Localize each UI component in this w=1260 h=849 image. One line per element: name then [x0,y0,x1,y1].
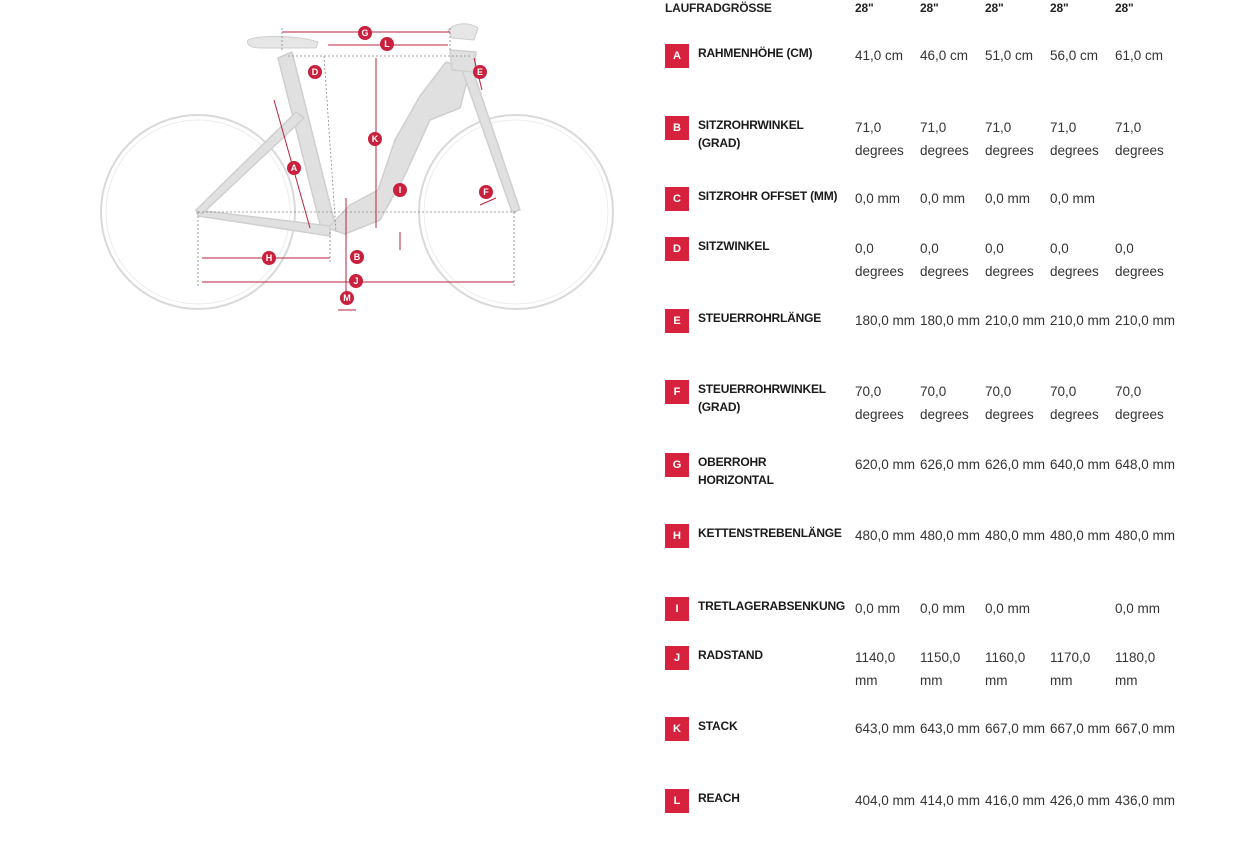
marker-e [473,65,487,79]
table-row [665,116,1260,176]
bike-frame [196,50,520,236]
row-value-size-5: 648,0 mm [1115,457,1176,472]
table-row [665,717,1260,777]
row-value-size-4: 0,0 mm [1050,191,1096,206]
table-row [665,237,1260,297]
row-value-size-1: 480,0 mm [855,528,916,543]
table-row [665,44,1260,104]
header-size-2: 28" [920,1,939,15]
row-key-badge: H [665,524,689,548]
table-row [665,380,1260,440]
svg-text:K: K [371,134,379,144]
row-value-size-2: 46,0 cm [920,48,969,63]
svg-text:F: F [483,187,489,197]
row-value-size-2: 414,0 mm [920,793,981,808]
row-key-badge: C [665,187,689,211]
row-value-size-4: 640,0 mm [1050,457,1111,472]
svg-text:I: I [398,185,402,195]
row-value-size-4: 71,0 degrees [1050,120,1099,158]
table-row [665,524,1260,584]
row-value-size-1: 41,0 cm [855,48,904,63]
row-label: SITZWINKEL [698,239,770,253]
row-value-size-4: 210,0 mm [1050,313,1111,328]
row-value-size-1: 643,0 mm [855,721,916,736]
row-value-size-4: 70,0 degrees [1050,384,1099,422]
row-value-size-2: 70,0 degrees [920,384,969,422]
row-value-size-5: 210,0 mm [1115,313,1176,328]
row-value-size-1: 70,0 degrees [855,384,904,422]
row-value-size-1: 0,0 mm [855,601,901,616]
row-key-badge: K [665,717,689,741]
row-value-size-2: 643,0 mm [920,721,981,736]
geometry-table [665,0,1260,840]
header-wheel-size-label: LAUFRADGRÖSSE [665,1,772,15]
header-size-5: 28" [1115,1,1134,15]
marker-g [358,26,372,40]
row-value-size-3: 1160,0 mm [985,650,1026,688]
marker-l [380,37,394,51]
marker-a [287,161,301,175]
row-value-size-3: 416,0 mm [985,793,1046,808]
row-value-size-2: 0,0 mm [920,601,966,616]
row-label: STEUERROHRLÄNGE [698,311,822,325]
row-value-size-3: 0,0 mm [985,191,1031,206]
row-key-badge: L [665,789,689,813]
header-size-3: 28" [985,1,1004,15]
row-value-size-2: 71,0 degrees [920,120,969,158]
row-value-size-5: 1180,0 mm [1115,650,1156,688]
marker-i [393,183,407,197]
marker-k [368,132,382,146]
row-value-size-3: 70,0 degrees [985,384,1034,422]
row-label: REACH [698,791,740,805]
row-value-size-2: 0,0 degrees [920,241,969,279]
row-value-size-1: 180,0 mm [855,313,916,328]
row-value-size-1: 71,0 degrees [855,120,904,158]
header-size-1: 28" [855,1,874,15]
saddle [248,36,319,48]
handlebar [448,24,478,40]
row-value-size-2: 1150,0 mm [920,650,961,688]
header-size-4: 28" [1050,1,1069,15]
marker-b [350,250,364,264]
row-value-size-3: 210,0 mm [985,313,1046,328]
row-key-badge: J [665,646,689,670]
row-value-size-1: 1140,0 mm [855,650,896,688]
row-value-size-3: 626,0 mm [985,457,1046,472]
svg-text:L: L [384,39,390,49]
row-label: RAHMENHÖHE (CM) [698,46,813,60]
svg-text:M: M [343,293,351,303]
svg-text:A: A [290,163,298,173]
row-key-badge: E [665,309,689,333]
row-value-size-4: 480,0 mm [1050,528,1111,543]
row-label: SITZROHR OFFSET (MM) [698,189,838,203]
row-value-size-5: 0,0 degrees [1115,241,1164,279]
row-label: TRETLAGERABSENKUNG [698,599,846,613]
table-row [665,646,1260,706]
row-value-size-4: 667,0 mm [1050,721,1111,736]
row-value-size-1: 620,0 mm [855,457,916,472]
row-value-size-2: 0,0 mm [920,191,966,206]
svg-text:H: H [265,253,273,263]
row-value-size-1: 0,0 degrees [855,241,904,279]
row-value-size-2: 480,0 mm [920,528,981,543]
row-value-size-3: 667,0 mm [985,721,1046,736]
row-key-badge: F [665,380,689,404]
svg-text:B: B [353,252,361,262]
row-value-size-5: 61,0 cm [1115,48,1164,63]
row-value-size-4: 1170,0 mm [1050,650,1091,688]
row-label: STEUERROHRWINKEL (GRAD) [698,382,826,414]
svg-text:J: J [353,276,359,286]
marker-m [340,291,354,305]
row-key-badge: D [665,237,689,261]
marker-h [262,251,276,265]
svg-text:D: D [311,67,319,77]
svg-text:E: E [476,67,484,77]
row-value-size-4: 0,0 degrees [1050,241,1099,279]
row-label: STACK [698,719,738,733]
table-row [665,453,1260,513]
row-label: SITZROHRWINKEL (GRAD) [698,118,804,150]
row-value-size-5: 71,0 degrees [1115,120,1164,158]
marker-j [349,274,363,288]
table-row [665,309,1260,369]
marker-d [308,65,322,79]
row-key-badge: A [665,44,689,68]
row-key-badge: B [665,116,689,140]
row-value-size-4: 56,0 cm [1050,48,1099,63]
row-value-size-5: 70,0 degrees [1115,384,1164,422]
row-key-badge: I [665,597,689,621]
table-row [665,789,1260,849]
row-value-size-5: 480,0 mm [1115,528,1176,543]
row-value-size-3: 51,0 cm [985,48,1034,63]
row-label: OBERROHR HORIZONTAL [698,455,774,487]
svg-text:G: G [361,28,369,38]
marker-f [479,185,493,199]
row-value-size-3: 0,0 degrees [985,241,1034,279]
row-value-size-5: 667,0 mm [1115,721,1176,736]
row-value-size-4: 426,0 mm [1050,793,1111,808]
row-value-size-2: 180,0 mm [920,313,981,328]
bike-geometry-diagram [90,15,630,320]
row-value-size-1: 0,0 mm [855,191,901,206]
row-value-size-1: 404,0 mm [855,793,916,808]
row-label: KETTENSTREBENLÄNGE [698,526,842,540]
row-value-size-2: 626,0 mm [920,457,981,472]
row-value-size-3: 0,0 mm [985,601,1031,616]
row-value-size-3: 71,0 degrees [985,120,1034,158]
row-label: RADSTAND [698,648,763,662]
row-value-size-3: 480,0 mm [985,528,1046,543]
row-value-size-5: 0,0 mm [1115,601,1161,616]
row-value-size-5: 436,0 mm [1115,793,1176,808]
row-key-badge: G [665,453,689,477]
